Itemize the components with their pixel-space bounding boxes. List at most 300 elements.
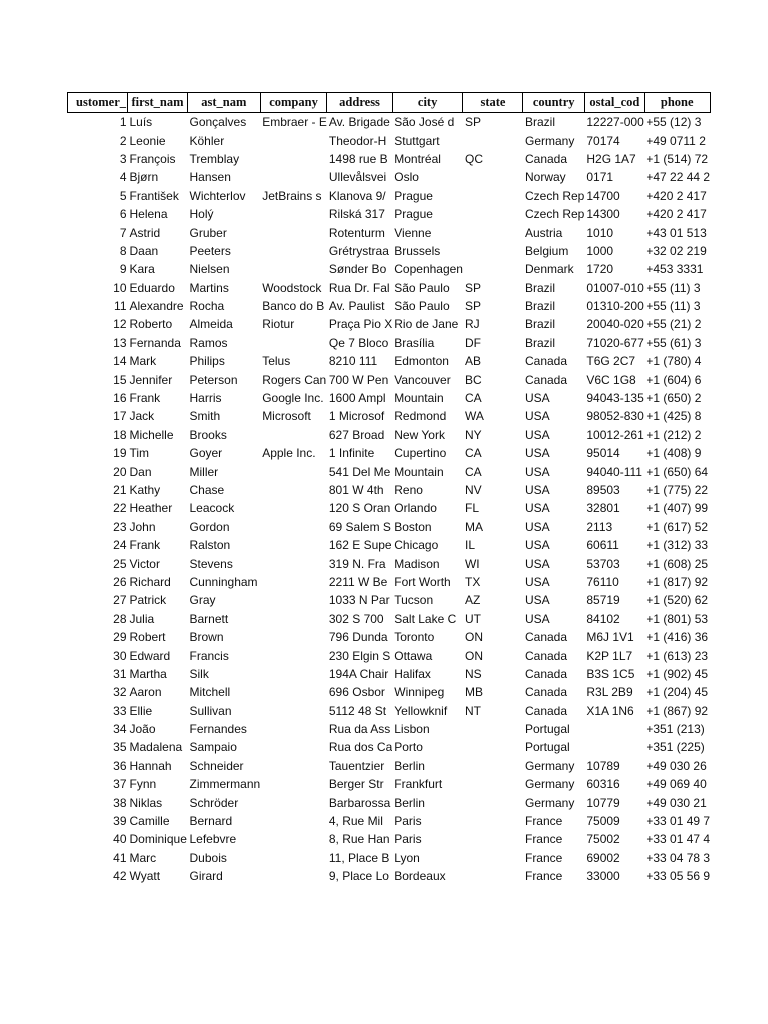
cell-last-name[interactable]: Stevens xyxy=(189,556,233,571)
cell-last-name[interactable]: Harris xyxy=(189,391,222,406)
cell-last-name[interactable]: Sullivan xyxy=(189,703,232,718)
cell-country[interactable]: Norway xyxy=(524,170,566,185)
cell-company[interactable]: Google Inc. xyxy=(262,391,324,406)
cell-postal-code[interactable]: 71020-677 xyxy=(586,335,644,350)
cell-customer-id[interactable]: 22 xyxy=(113,501,127,516)
cell-state[interactable] xyxy=(463,793,523,811)
cell-postal-code[interactable]: H2G 1A7 xyxy=(586,151,636,166)
cell-address[interactable]: Rua dos Ca xyxy=(328,740,393,755)
cell-first-name[interactable]: John xyxy=(129,519,156,534)
cell-first-name[interactable]: Frank xyxy=(129,538,161,553)
cell-state[interactable]: BC xyxy=(464,372,482,387)
cell-state[interactable]: ON xyxy=(464,648,483,663)
cell-first-name[interactable]: Jennifer xyxy=(129,372,173,387)
cell-company[interactable] xyxy=(260,168,327,186)
cell-phone[interactable]: +1 (617) 52 xyxy=(646,519,709,534)
cell-postal-code[interactable]: 01007-010 xyxy=(586,280,644,295)
cell-company[interactable] xyxy=(260,131,327,149)
cell-last-name[interactable]: Dubois xyxy=(189,850,227,865)
cell-city[interactable]: Mountain xyxy=(394,464,444,479)
cell-first-name[interactable]: Alexandre xyxy=(129,299,184,314)
cell-phone[interactable]: +49 030 21 xyxy=(646,795,707,810)
cell-customer-id[interactable]: 10 xyxy=(113,280,127,295)
cell-country[interactable]: Brazil xyxy=(524,280,555,295)
cell-city[interactable]: Berlin xyxy=(394,758,425,773)
cell-phone[interactable]: +55 (61) 3 xyxy=(646,335,702,350)
cell-phone[interactable]: +1 (817) 92 xyxy=(646,574,709,589)
cell-phone[interactable]: +1 (407) 99 xyxy=(646,501,709,516)
cell-first-name[interactable]: Bjørn xyxy=(129,170,159,185)
cell-state[interactable]: CA xyxy=(464,464,482,479)
cell-state[interactable]: WI xyxy=(464,556,480,571)
cell-phone[interactable]: +49 0711 2 xyxy=(646,133,706,148)
cell-city[interactable]: Yellowknif xyxy=(394,703,448,718)
cell-address[interactable]: Rotenturm xyxy=(328,225,385,240)
cell-phone[interactable]: +1 (408) 9 xyxy=(646,446,702,461)
cell-postal-code[interactable]: K2P 1L7 xyxy=(586,648,633,663)
cell-first-name[interactable]: Victor xyxy=(129,556,160,571)
cell-postal-code[interactable]: 2113 xyxy=(586,519,613,534)
cell-phone[interactable]: +1 (520) 62 xyxy=(646,593,709,608)
cell-company[interactable] xyxy=(260,462,327,480)
cell-postal-code[interactable]: 75002 xyxy=(586,832,620,847)
cell-first-name[interactable]: Kara xyxy=(129,262,155,277)
cell-country[interactable]: Germany xyxy=(524,758,575,773)
cell-phone[interactable]: +32 02 219 xyxy=(646,243,707,258)
cell-postal-code[interactable]: 60316 xyxy=(586,777,620,792)
cell-postal-code[interactable]: 32801 xyxy=(586,501,620,516)
cell-city[interactable]: Frankfurt xyxy=(394,777,443,792)
cell-postal-code[interactable]: 95014 xyxy=(586,446,620,461)
cell-postal-code[interactable]: 1720 xyxy=(586,262,614,277)
cell-customer-id[interactable]: 12 xyxy=(113,317,127,332)
header-cell-phone[interactable] xyxy=(644,93,710,113)
cell-first-name[interactable]: Aaron xyxy=(129,685,162,700)
cell-postal-code[interactable]: 76110 xyxy=(586,574,619,589)
cell-customer-id[interactable]: 42 xyxy=(113,869,127,884)
cell-customer-id[interactable]: 9 xyxy=(119,262,127,277)
cell-state[interactable]: AZ xyxy=(464,593,481,608)
cell-phone[interactable]: +1 (902) 45 xyxy=(646,666,709,681)
cell-country[interactable]: France xyxy=(524,850,563,865)
cell-city[interactable]: Prague xyxy=(394,207,433,222)
cell-country[interactable]: Canada xyxy=(524,630,568,645)
header-cell-company[interactable] xyxy=(260,93,327,113)
cell-postal-code[interactable]: 70174 xyxy=(586,133,620,148)
cell-first-name[interactable]: François xyxy=(129,151,176,166)
cell-city[interactable]: São José d xyxy=(394,115,455,130)
cell-last-name[interactable]: Schneider xyxy=(189,758,244,773)
cell-country[interactable]: France xyxy=(524,814,563,829)
cell-phone[interactable]: +1 (650) 2 xyxy=(646,391,702,406)
cell-company[interactable] xyxy=(260,775,327,793)
cell-postal-code[interactable]: 10012-261 xyxy=(586,427,644,442)
cell-first-name[interactable]: Martha xyxy=(129,666,167,681)
cell-last-name[interactable]: Ramos xyxy=(189,335,228,350)
cell-city[interactable]: Vienne xyxy=(394,225,432,240)
cell-phone[interactable]: +1 (416) 36 xyxy=(646,630,709,645)
cell-city[interactable]: Fort Worth xyxy=(394,574,451,589)
cell-country[interactable]: USA xyxy=(524,593,550,608)
cell-last-name[interactable]: Lefebvre xyxy=(189,832,237,847)
cell-state[interactable]: RJ xyxy=(464,317,480,332)
cell-phone[interactable]: +1 (608) 25 xyxy=(646,556,709,571)
cell-postal-code[interactable]: 84102 xyxy=(586,611,620,626)
cell-company[interactable] xyxy=(260,334,327,352)
cell-address[interactable]: 230 Elgin S xyxy=(328,648,391,663)
cell-address[interactable]: Rilská 317 xyxy=(328,207,385,222)
cell-phone[interactable]: +33 05 56 9 xyxy=(646,869,711,884)
cell-address[interactable]: 696 Osbor xyxy=(328,685,385,700)
cell-customer-id[interactable]: 13 xyxy=(113,335,127,350)
cell-customer-id[interactable]: 11 xyxy=(114,299,127,314)
cell-last-name[interactable]: Girard xyxy=(189,869,223,884)
cell-state[interactable] xyxy=(463,720,523,738)
cell-phone[interactable]: +351 (225) xyxy=(646,740,705,755)
cell-address[interactable]: 69 Salem S xyxy=(328,519,391,534)
cell-phone[interactable]: +351 (213) xyxy=(646,722,705,737)
cell-customer-id[interactable]: 17 xyxy=(113,409,127,424)
cell-last-name[interactable]: Ralston xyxy=(189,538,231,553)
cell-postal-code[interactable]: T6G 2C7 xyxy=(586,354,636,369)
cell-address[interactable]: Klanova 9/ xyxy=(328,188,386,203)
cell-company[interactable] xyxy=(260,867,327,885)
cell-postal-code[interactable]: 0171 xyxy=(586,170,614,185)
cell-company[interactable] xyxy=(260,481,327,499)
cell-country[interactable]: Canada xyxy=(524,685,568,700)
cell-postal-code[interactable]: 94040-111 xyxy=(586,464,642,479)
cell-phone[interactable]: +47 22 44 2 xyxy=(646,170,711,185)
cell-last-name[interactable]: Miller xyxy=(189,464,219,479)
cell-address[interactable]: 4, Rue Mil xyxy=(328,814,383,829)
cell-first-name[interactable]: Madalena xyxy=(129,740,183,755)
cell-last-name[interactable]: Peeters xyxy=(189,243,231,258)
cell-customer-id[interactable]: 36 xyxy=(113,758,127,773)
cell-postal-code[interactable]: 33000 xyxy=(586,869,620,884)
cell-state[interactable]: AB xyxy=(464,354,481,369)
cell-last-name[interactable]: Fernandes xyxy=(189,722,247,737)
cell-company[interactable] xyxy=(260,426,327,444)
cell-company[interactable]: Telus xyxy=(262,354,291,369)
cell-state[interactable] xyxy=(463,867,523,885)
cell-first-name[interactable]: Frank xyxy=(129,391,161,406)
cell-country[interactable]: Belgium xyxy=(524,243,569,258)
cell-company[interactable] xyxy=(260,793,327,811)
cell-address[interactable]: 1033 N Par xyxy=(328,593,390,608)
cell-phone[interactable]: +1 (613) 23 xyxy=(646,648,709,663)
cell-postal-code[interactable]: 89503 xyxy=(586,483,620,497)
cell-address[interactable]: Av. Brigade xyxy=(328,115,390,130)
cell-address[interactable]: 1600 Ampl xyxy=(328,391,386,406)
cell-phone[interactable]: +1 (867) 92 xyxy=(646,703,709,718)
cell-customer-id[interactable]: 1 xyxy=(119,115,127,130)
cell-state[interactable]: NV xyxy=(464,483,482,497)
cell-last-name[interactable]: Gonçalves xyxy=(189,115,247,130)
cell-address[interactable]: Praça Pio X xyxy=(328,317,393,332)
cell-city[interactable]: Chicago xyxy=(394,538,439,553)
cell-first-name[interactable]: Wyatt xyxy=(129,869,161,884)
header-cell-state[interactable] xyxy=(463,93,523,113)
cell-customer-id[interactable]: 3 xyxy=(119,151,127,166)
cell-first-name[interactable]: Mark xyxy=(129,354,157,369)
cell-city[interactable]: Cupertino xyxy=(394,446,447,461)
cell-state[interactable]: IL xyxy=(464,538,475,553)
cell-city[interactable]: Bordeaux xyxy=(394,869,446,884)
cell-first-name[interactable]: Heather xyxy=(129,501,173,516)
cell-first-name[interactable]: Luís xyxy=(129,115,153,130)
cell-customer-id[interactable]: 25 xyxy=(113,556,127,571)
cell-last-name[interactable]: Sampaio xyxy=(189,740,237,755)
cell-phone[interactable]: +55 (21) 2 xyxy=(646,317,702,332)
cell-address[interactable]: Rua Dr. Fal xyxy=(328,280,390,295)
cell-first-name[interactable]: Patrick xyxy=(129,593,167,608)
cell-address[interactable]: Tauentzier xyxy=(328,758,385,773)
cell-last-name[interactable]: Mitchell xyxy=(189,685,231,700)
cell-address[interactable]: 541 Del Me xyxy=(328,464,391,479)
cell-customer-id[interactable]: 24 xyxy=(113,538,127,553)
cell-phone[interactable]: +1 (801) 53 xyxy=(646,611,709,626)
cell-postal-code[interactable]: 01310-200 xyxy=(586,299,644,314)
cell-last-name[interactable]: Goyer xyxy=(189,446,223,461)
cell-country[interactable]: USA xyxy=(524,538,550,553)
cell-last-name[interactable]: Bernard xyxy=(189,814,233,829)
cell-company[interactable] xyxy=(260,665,327,683)
cell-city[interactable]: Salt Lake C xyxy=(394,611,457,626)
cell-customer-id[interactable]: 28 xyxy=(113,611,127,626)
cell-postal-code[interactable]: M6J 1V1 xyxy=(586,630,634,645)
cell-country[interactable]: USA xyxy=(524,574,550,589)
cell-first-name[interactable]: Julia xyxy=(129,611,155,626)
cell-country[interactable]: Austria xyxy=(524,225,563,240)
cell-customer-id[interactable]: 41 xyxy=(113,850,127,865)
cell-postal-code[interactable]: 14300 xyxy=(586,207,620,222)
cell-last-name[interactable]: Chase xyxy=(189,483,225,497)
cell-customer-id[interactable]: 7 xyxy=(119,225,127,240)
cell-postal-code[interactable]: 20040-020 xyxy=(586,317,644,332)
cell-phone[interactable]: +55 (11) 3 xyxy=(646,280,701,295)
cell-address[interactable]: 11, Place B xyxy=(328,850,390,865)
cell-state[interactable] xyxy=(463,187,523,205)
cell-postal-code[interactable]: 94043-135 xyxy=(586,391,644,406)
cell-company[interactable] xyxy=(260,223,327,241)
cell-first-name[interactable]: Daan xyxy=(129,243,159,258)
cell-state[interactable] xyxy=(463,830,523,848)
cell-first-name[interactable]: Fernanda xyxy=(129,335,181,350)
cell-company[interactable]: Apple Inc. xyxy=(262,446,316,461)
cell-customer-id[interactable]: 2 xyxy=(119,133,127,148)
cell-postal-code[interactable]: X1A 1N6 xyxy=(586,703,634,718)
header-cell-country[interactable] xyxy=(523,93,584,113)
cell-last-name[interactable]: Rocha xyxy=(189,299,225,314)
cell-last-name[interactable]: Smith xyxy=(189,409,221,424)
cell-company[interactable] xyxy=(260,610,327,628)
cell-state[interactable]: NT xyxy=(464,703,481,718)
cell-postal-code[interactable] xyxy=(584,738,644,756)
cell-country[interactable]: Czech Rep xyxy=(524,188,585,203)
cell-last-name[interactable]: Almeida xyxy=(189,317,233,332)
cell-first-name[interactable]: Hannah xyxy=(129,758,172,773)
cell-address[interactable]: 120 S Oran xyxy=(328,501,391,516)
cell-company[interactable] xyxy=(260,499,327,517)
cell-country[interactable]: Germany xyxy=(524,133,575,148)
cell-country[interactable]: Canada xyxy=(524,703,568,718)
cell-country[interactable]: USA xyxy=(524,519,550,534)
cell-city[interactable]: New York xyxy=(394,427,445,442)
cell-city[interactable]: Toronto xyxy=(394,630,435,645)
cell-first-name[interactable]: Marc xyxy=(129,850,157,865)
cell-customer-id[interactable]: 18 xyxy=(113,427,127,442)
cell-phone[interactable]: +1 (604) 6 xyxy=(646,372,702,387)
cell-first-name[interactable]: Tim xyxy=(129,446,150,461)
cell-customer-id[interactable]: 26 xyxy=(113,574,127,589)
cell-city[interactable]: Tucson xyxy=(394,593,434,608)
cell-company[interactable] xyxy=(260,518,327,536)
cell-country[interactable]: Portugal xyxy=(524,722,570,737)
cell-customer-id[interactable]: 29 xyxy=(113,630,127,645)
cell-postal-code[interactable]: 75009 xyxy=(586,814,620,829)
cell-last-name[interactable]: Nielsen xyxy=(189,262,230,277)
cell-address[interactable]: 8, Rue Han xyxy=(328,832,390,847)
cell-state[interactable] xyxy=(463,812,523,830)
cell-last-name[interactable]: Holý xyxy=(189,207,214,222)
cell-postal-code[interactable]: 10779 xyxy=(586,795,620,810)
cell-postal-code[interactable]: 98052-830 xyxy=(586,409,644,424)
cell-customer-id[interactable]: 34 xyxy=(113,722,127,737)
cell-state[interactable]: ON xyxy=(464,630,483,645)
cell-city[interactable]: Brasília xyxy=(394,335,435,350)
cell-company[interactable] xyxy=(260,757,327,775)
cell-phone[interactable]: +453 3331 xyxy=(646,262,704,277)
cell-phone[interactable]: +1 (780) 4 xyxy=(646,354,702,369)
cell-state[interactable] xyxy=(463,205,523,223)
cell-city[interactable]: São Paulo xyxy=(394,280,450,295)
cell-customer-id[interactable]: 6 xyxy=(119,207,127,222)
cell-state[interactable] xyxy=(463,775,523,793)
cell-city[interactable]: Halifax xyxy=(394,666,431,681)
cell-state[interactable]: FL xyxy=(464,501,479,516)
cell-customer-id[interactable]: 5 xyxy=(119,188,127,203)
cell-customer-id[interactable]: 14 xyxy=(113,354,127,369)
cell-city[interactable]: São Paulo xyxy=(394,299,450,314)
cell-country[interactable]: France xyxy=(524,832,563,847)
cell-customer-id[interactable]: 4 xyxy=(119,170,127,185)
cell-postal-code[interactable]: 10789 xyxy=(586,758,620,773)
cell-customer-id[interactable]: 19 xyxy=(113,446,127,461)
cell-state[interactable] xyxy=(463,223,523,241)
cell-first-name[interactable]: Kathy xyxy=(129,483,161,497)
cell-first-name[interactable]: João xyxy=(129,722,156,737)
cell-country[interactable]: Canada xyxy=(524,354,568,369)
cell-country[interactable]: Brazil xyxy=(524,299,555,314)
cell-country[interactable]: Denmark xyxy=(524,262,574,277)
cell-postal-code[interactable]: 53703 xyxy=(586,556,620,571)
cell-phone[interactable]: +420 2 417 xyxy=(646,207,707,222)
cell-country[interactable]: Canada xyxy=(524,648,568,663)
cell-city[interactable]: Winnipeg xyxy=(394,685,445,700)
header-cell-city[interactable] xyxy=(392,93,463,113)
cell-city[interactable]: Rio de Jane xyxy=(394,317,459,332)
cell-state[interactable]: DF xyxy=(464,335,481,350)
cell-address[interactable]: Theodor-H xyxy=(328,133,387,148)
cell-country[interactable]: Canada xyxy=(524,151,568,166)
cell-customer-id[interactable]: 21 xyxy=(113,483,127,497)
cell-state[interactable] xyxy=(463,168,523,186)
cell-city[interactable]: Redmond xyxy=(394,409,447,424)
cell-company[interactable] xyxy=(260,536,327,554)
cell-state[interactable]: QC xyxy=(464,151,483,166)
cell-state[interactable]: CA xyxy=(464,391,482,406)
cell-city[interactable]: Mountain xyxy=(394,391,444,406)
cell-first-name[interactable]: Michelle xyxy=(129,427,174,442)
cell-company[interactable] xyxy=(260,702,327,720)
cell-country[interactable]: Brazil xyxy=(524,317,555,332)
cell-country[interactable]: Germany xyxy=(524,777,575,792)
cell-country[interactable]: USA xyxy=(524,464,550,479)
cell-city[interactable]: Edmonton xyxy=(394,354,449,369)
cell-postal-code[interactable]: 60611 xyxy=(586,538,619,553)
cell-phone[interactable]: +420 2 417 xyxy=(646,188,707,203)
cell-company[interactable] xyxy=(260,591,327,609)
cell-country[interactable]: USA xyxy=(524,556,550,571)
cell-city[interactable]: Madison xyxy=(394,556,440,571)
cell-company[interactable]: JetBrains s xyxy=(262,188,322,203)
cell-last-name[interactable]: Köhler xyxy=(189,133,225,148)
cell-last-name[interactable]: Tremblay xyxy=(189,151,240,166)
cell-country[interactable]: Brazil xyxy=(524,335,555,350)
cell-customer-id[interactable]: 27 xyxy=(113,593,127,608)
cell-last-name[interactable]: Gray xyxy=(189,593,216,608)
cell-address[interactable]: 319 N. Fra xyxy=(328,556,386,571)
cell-phone[interactable]: +1 (425) 8 xyxy=(646,409,702,424)
cell-city[interactable]: Porto xyxy=(394,740,423,755)
cell-company[interactable] xyxy=(260,242,327,260)
cell-first-name[interactable]: Niklas xyxy=(129,795,163,810)
cell-state[interactable]: MB xyxy=(464,685,483,700)
cell-phone[interactable]: +1 (212) 2 xyxy=(646,427,702,442)
cell-country[interactable]: USA xyxy=(524,409,550,424)
cell-country[interactable]: Canada xyxy=(524,372,568,387)
cell-state[interactable] xyxy=(463,849,523,867)
header-cell-postal-code[interactable] xyxy=(584,93,644,113)
cell-address[interactable]: 194A Chair xyxy=(328,666,389,681)
cell-company[interactable]: Woodstock xyxy=(262,280,322,295)
cell-country[interactable]: USA xyxy=(524,391,550,406)
cell-first-name[interactable]: Jack xyxy=(129,409,155,424)
cell-first-name[interactable]: Richard xyxy=(129,574,171,589)
cell-first-name[interactable]: Helena xyxy=(129,207,168,222)
cell-address[interactable]: 302 S 700 xyxy=(328,611,384,626)
cell-company[interactable]: Microsoft xyxy=(262,409,311,424)
cell-last-name[interactable]: Francis xyxy=(189,648,229,663)
cell-state[interactable]: SP xyxy=(464,280,481,295)
cell-last-name[interactable]: Brown xyxy=(189,630,224,645)
header-cell-last-name[interactable] xyxy=(188,93,261,113)
cell-postal-code[interactable]: 1000 xyxy=(586,243,614,258)
cell-state[interactable]: NS xyxy=(464,666,482,681)
cell-city[interactable]: Boston xyxy=(394,519,432,534)
cell-first-name[interactable]: Leonie xyxy=(129,133,166,148)
cell-city[interactable]: Brussels xyxy=(394,243,441,258)
cell-phone[interactable]: +49 030 26 xyxy=(646,758,707,773)
cell-state[interactable] xyxy=(463,757,523,775)
cell-state[interactable]: WA xyxy=(464,409,484,424)
cell-address[interactable]: Ullevålsvei xyxy=(328,170,387,185)
cell-last-name[interactable]: Silk xyxy=(189,666,209,681)
cell-company[interactable]: Riotur xyxy=(262,317,295,332)
cell-company[interactable] xyxy=(260,738,327,756)
header-cell-address[interactable] xyxy=(327,93,392,113)
cell-company[interactable] xyxy=(260,812,327,830)
